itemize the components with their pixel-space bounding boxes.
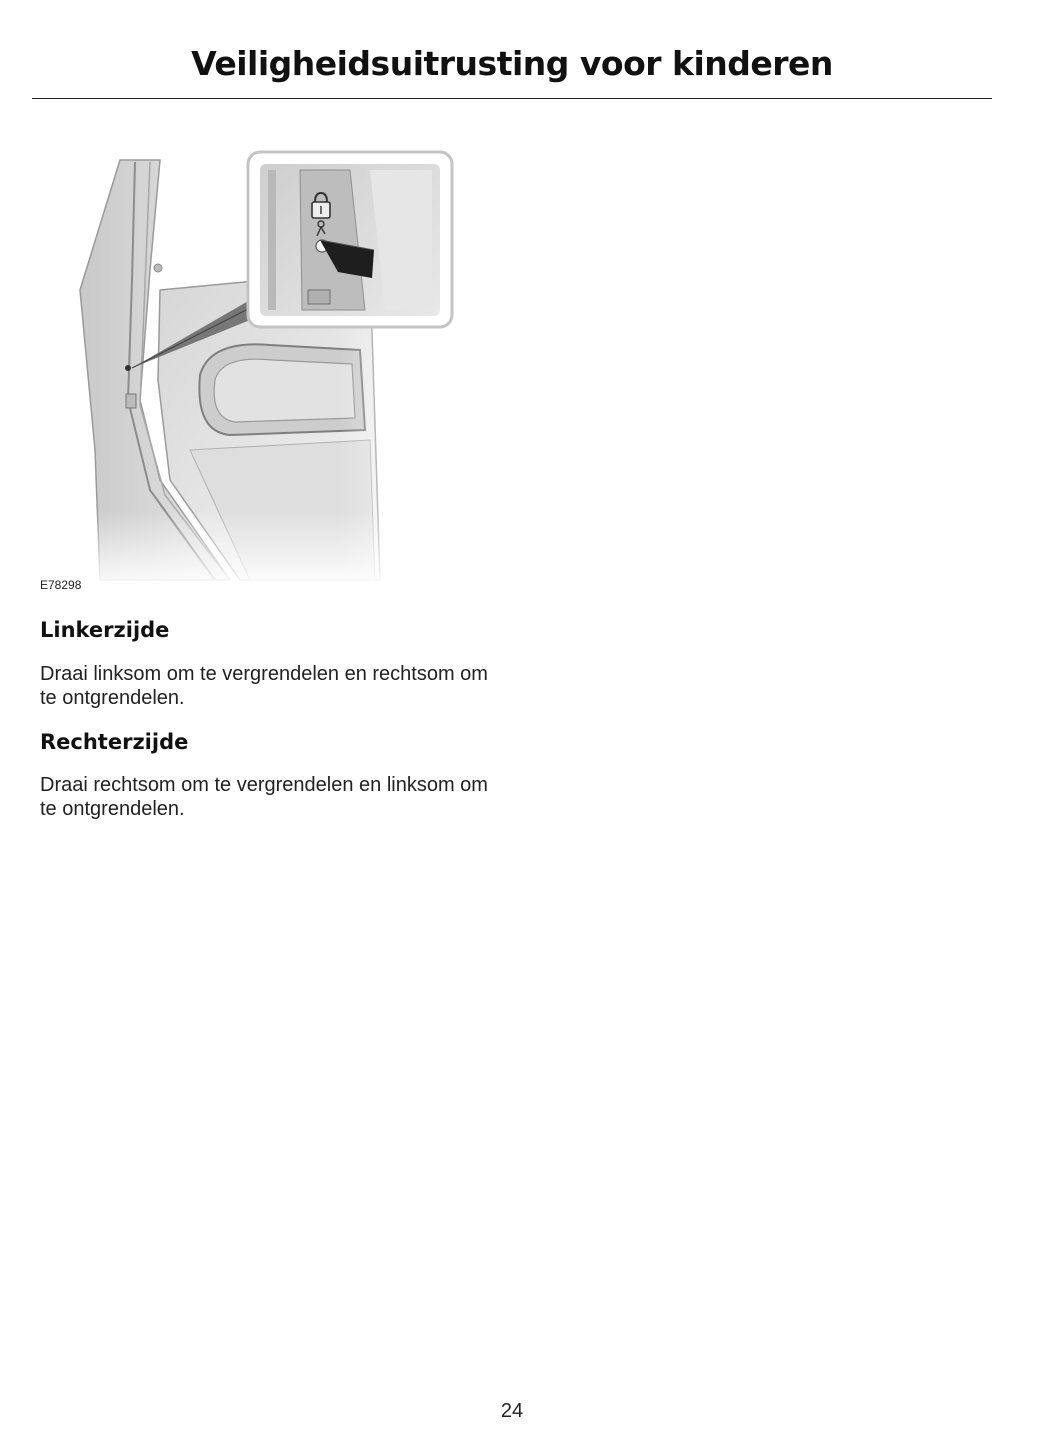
- section-body-left-side: Draai linksom om te vergrendelen en rechtsom om te ontgrendelen.: [40, 663, 488, 709]
- page-title: Veiligheidsuitrusting voor kinderen: [191, 44, 833, 83]
- detail-inset: [248, 152, 452, 327]
- section-heading-right-side: Rechterzijde: [40, 730, 189, 754]
- child-lock-illustration: [40, 150, 460, 590]
- section-heading-left-side: Linkerzijde: [40, 618, 170, 642]
- title-divider: [32, 98, 992, 99]
- figure-code: E78298: [40, 578, 82, 592]
- page-number: 24: [500, 1400, 524, 1422]
- section-body-right-side: Draai rechtsom om te vergrendelen en linksom om te ontgrendelen.: [40, 774, 488, 820]
